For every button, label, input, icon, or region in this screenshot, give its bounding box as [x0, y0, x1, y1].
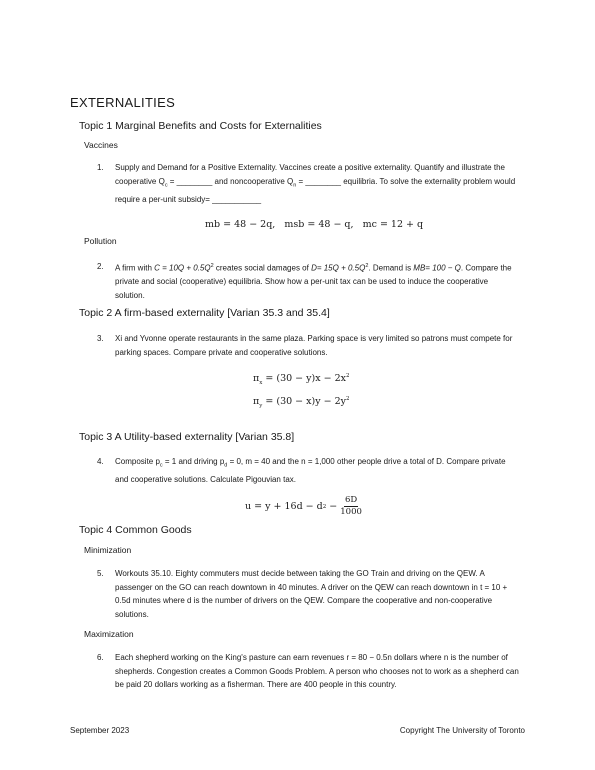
q4-sub-c: c [159, 462, 163, 469]
utility-fraction [340, 495, 362, 518]
q4-sub-d: d [224, 462, 228, 469]
fraction-denominator: 1000 [340, 507, 362, 517]
equation-utility [245, 495, 362, 518]
q1-text-c: = ________ equilibria. To solve the externality problem would require a per-unit subsidy= ___________ [115, 176, 516, 204]
q1-text-a: Supply and Demand for a Positive Externality. Vaccines create a positive externality. Quantify and illustrate the cooperative Q [115, 163, 505, 186]
q2-damage-expr: D= 15Q + 0.5Q [311, 263, 366, 273]
question-4-text [115, 455, 520, 487]
q2-sup-2: 2 [365, 263, 369, 269]
page-title: EXTERNALITIES [70, 95, 176, 110]
topic1-heading: Topic 1 Marginal Benefits and Costs for Externalities [79, 120, 322, 132]
pi-y-body: = (30 − x)y − 2y [262, 396, 346, 408]
q2-text-c: . Demand is [368, 263, 414, 273]
q4-text-a: Composite p [115, 457, 160, 466]
fraction-numerator: 6D [344, 495, 358, 505]
q1-text-b: = ________ and noncooperative Q [167, 176, 294, 186]
pi-x-sub: x [259, 380, 263, 387]
q2-text-a: A firm with [115, 263, 155, 273]
subheading-pollution: Pollution [84, 236, 117, 246]
utility-sup: 2 [322, 503, 327, 510]
question-1-text [115, 161, 520, 206]
subheading-vaccines: Vaccines [84, 140, 118, 150]
equation-profit-y [253, 396, 350, 409]
pi-x-body: = (30 − y)x − 2x [262, 373, 346, 385]
q2-text-b: creates social damages of [213, 263, 312, 273]
equation-1: mb = 48 − 2q, msb = 48 − q, mc = 12 + q [205, 219, 424, 230]
question-5-text: Workouts 35.10. Eighty commuters must decide between taking the GO Train and driving on the QEW. A passenger on the GO can reach downtown in 40 minutes. A driver on the QEW can reach downtown in t = 10 + 0.5d minutes where d is the number of drivers on the QEW. Compare the cooperative and non-cooperative solutions. [115, 569, 508, 619]
pi-y-symbol: π [253, 396, 260, 408]
q1-sub-c: c [164, 182, 168, 189]
utility-minus: − [326, 501, 341, 512]
q2-cost-expr: C = 10Q + 0.5Q [154, 263, 211, 273]
footer-copyright: Copyright The University of Toronto [399, 726, 525, 735]
pi-x-symbol: π [253, 373, 260, 385]
question-number-2: 2. [97, 262, 104, 271]
q4-text-c: = 0, m = 40 and the n = 1,000 other people drive a total of D. Compare private and cooperative solutions. Calculate Pigouvian tax. [115, 457, 506, 485]
question-number-1: 1. [97, 163, 104, 172]
topic2-heading: Topic 2 A firm-based externality [Varian 35.3 and 35.4] [79, 307, 330, 319]
topic4-heading: Topic 4 Common Goods [79, 524, 192, 536]
pi-y-sub: y [259, 403, 263, 410]
question-2-text [115, 260, 520, 302]
pi-x-sup: 2 [346, 373, 350, 379]
topic3-heading: Topic 3 A Utility-based externality [Varian 35.8] [79, 431, 295, 443]
question-number-3: 3. [97, 334, 104, 343]
equation-profit-x [253, 373, 350, 386]
q1-sub-n: n [293, 182, 297, 189]
q2-sup-1: 2 [210, 263, 214, 269]
question-6-text: Each shepherd working on the King's pasture can earn revenues r = 80 − 0.5n dollars where n is the number of shepherds. Congestion creates a Common Goods Problem. A person who chooses not to work as a shepherd can be paid 20 dollars working as a fisherman. There are 400 people in this country. [115, 653, 519, 690]
q2-text-d: . Compare the private and social (cooperative) equilibria. Show how a per-unit tax can be used to induce the cooperative solution. [115, 263, 512, 300]
question-number-6: 6. [97, 653, 104, 662]
subheading-maximization: Maximization [84, 629, 134, 639]
q2-demand-expr: MB= 100 − Q [413, 263, 461, 273]
q4-text-b: = 1 and driving p [162, 457, 225, 466]
question-3-text: Xi and Yvonne operate restaurants in the same plaza. Parking space is very limited so patrons must compete for parking spaces. Compare private and cooperative solutions. [115, 334, 513, 357]
footer-date: September 2023 [70, 726, 130, 735]
pi-y-sup: 2 [346, 396, 350, 402]
question-number-5: 5. [97, 569, 104, 578]
utility-body: u = y + 16d − d [245, 501, 323, 512]
question-number-4: 4. [97, 457, 104, 466]
subheading-minimization: Minimization [84, 545, 132, 555]
